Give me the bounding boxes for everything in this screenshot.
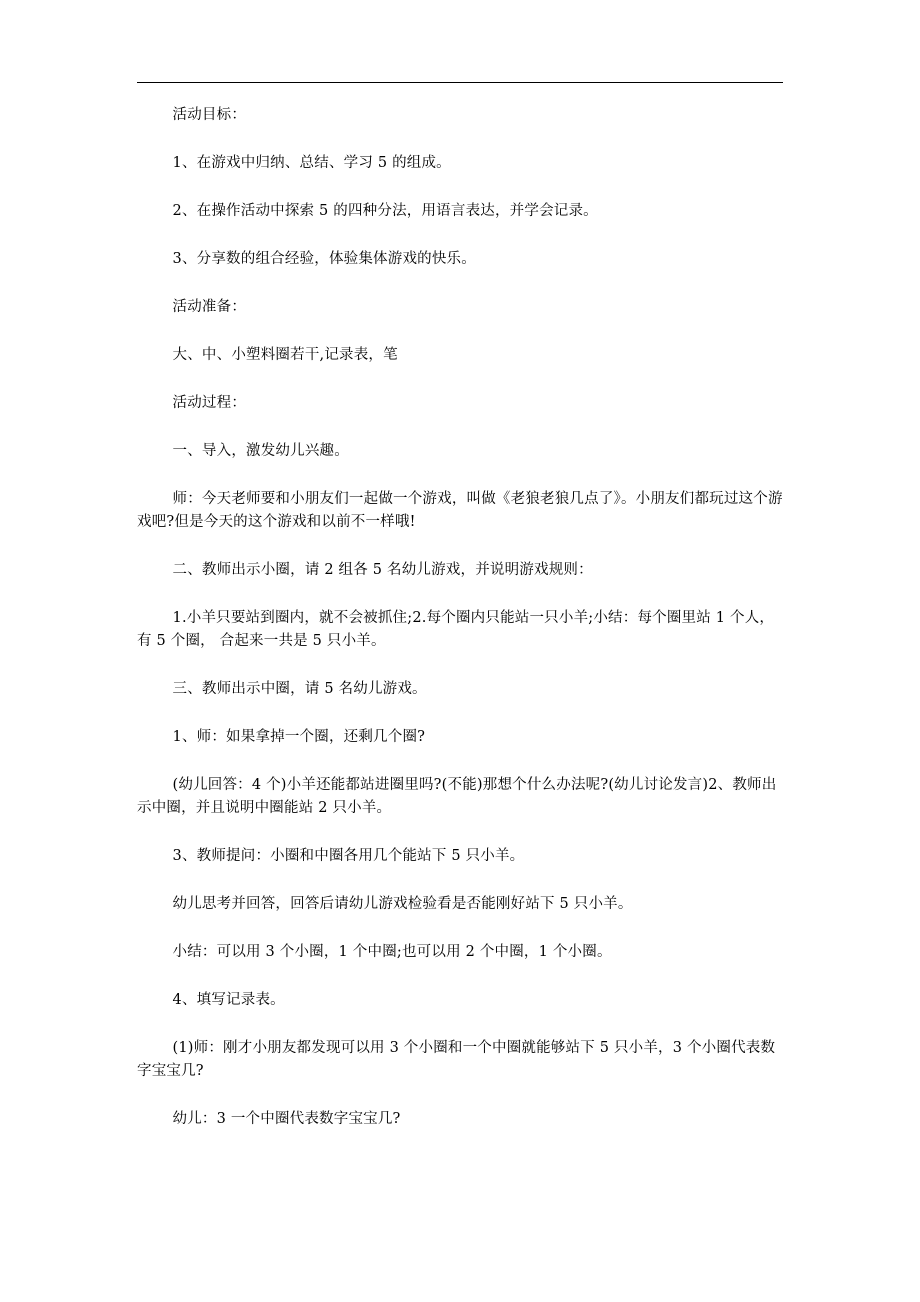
- children-verify-game: 幼儿思考并回答，回答后请幼儿游戏检验看是否能刚好站下 5 只小羊。: [172, 896, 633, 912]
- game-rules: 1.小羊只要站到圈内，就不会被抓住;2.每个圈内只能站一只小羊;小结：每个圈里站 1 个人，有 5 个圈， 合起来一共是 5 只小羊。: [137, 610, 775, 649]
- teacher-intro-speech: 师：今天老师要和小朋友们一起做一个游戏，叫做《老狼老狼几点了》。小朋友们都玩过这个游戏吧?但是今天的这个游戏和以前不一样哦!: [137, 491, 783, 530]
- header-rule: [137, 82, 783, 83]
- process-step-medium-circles: 三、教师出示中圈，请 5 名幼儿游戏。: [172, 681, 427, 697]
- section-heading-process: 活动过程：: [172, 395, 247, 411]
- section-heading-goals: 活动目标：: [172, 107, 247, 123]
- teacher-question-1: 1、师：如果拿掉一个圈，还剩几个圈?: [172, 729, 426, 745]
- goal-item-2: 2、在操作活动中探索 5 的四种分法，用语言表达，并学会记录。: [172, 203, 598, 219]
- process-step-intro: 一、导入，激发幼儿兴趣。: [172, 443, 349, 459]
- document-body: [137, 104, 783, 1156]
- step-fill-record-table: 4、填写记录表。: [172, 992, 285, 1008]
- children-answer-discussion: (幼儿回答：4 个)小羊还能都站进圈里吗?(不能)那想个什么办法呢?(幼儿讨论发言)2、教师出示中圈，并且说明中圈能站 2 只小羊。: [137, 777, 777, 816]
- teacher-record-question: (1)师：刚才小朋友都发现可以用 3 个小圈和一个中圈就能够站下 5 只小羊，3 个小圈代表数字宝宝几?: [137, 1040, 776, 1079]
- summary-combinations: 小结：可以用 3 个小圈，1 个中圈;也可以用 2 个中圈，1 个小圈。: [172, 944, 612, 960]
- process-step-small-circles: 二、教师出示小圈，请 2 组各 5 名幼儿游戏，并说明游戏规则：: [172, 562, 593, 578]
- goal-item-1: 1、在游戏中归纳、总结、学习 5 的组成。: [172, 155, 451, 171]
- children-record-answer: 幼儿：3 一个中圈代表数字宝宝几?: [172, 1111, 401, 1127]
- teacher-question-3: 3、教师提问：小圈和中圈各用几个能站下 5 只小羊。: [172, 848, 525, 864]
- goal-item-3: 3、分享数的组合经验，体验集体游戏的快乐。: [172, 251, 476, 267]
- section-heading-preparation: 活动准备：: [172, 299, 247, 315]
- preparation-materials: 大、中、小塑料圈若干,记录表，笔: [172, 347, 398, 363]
